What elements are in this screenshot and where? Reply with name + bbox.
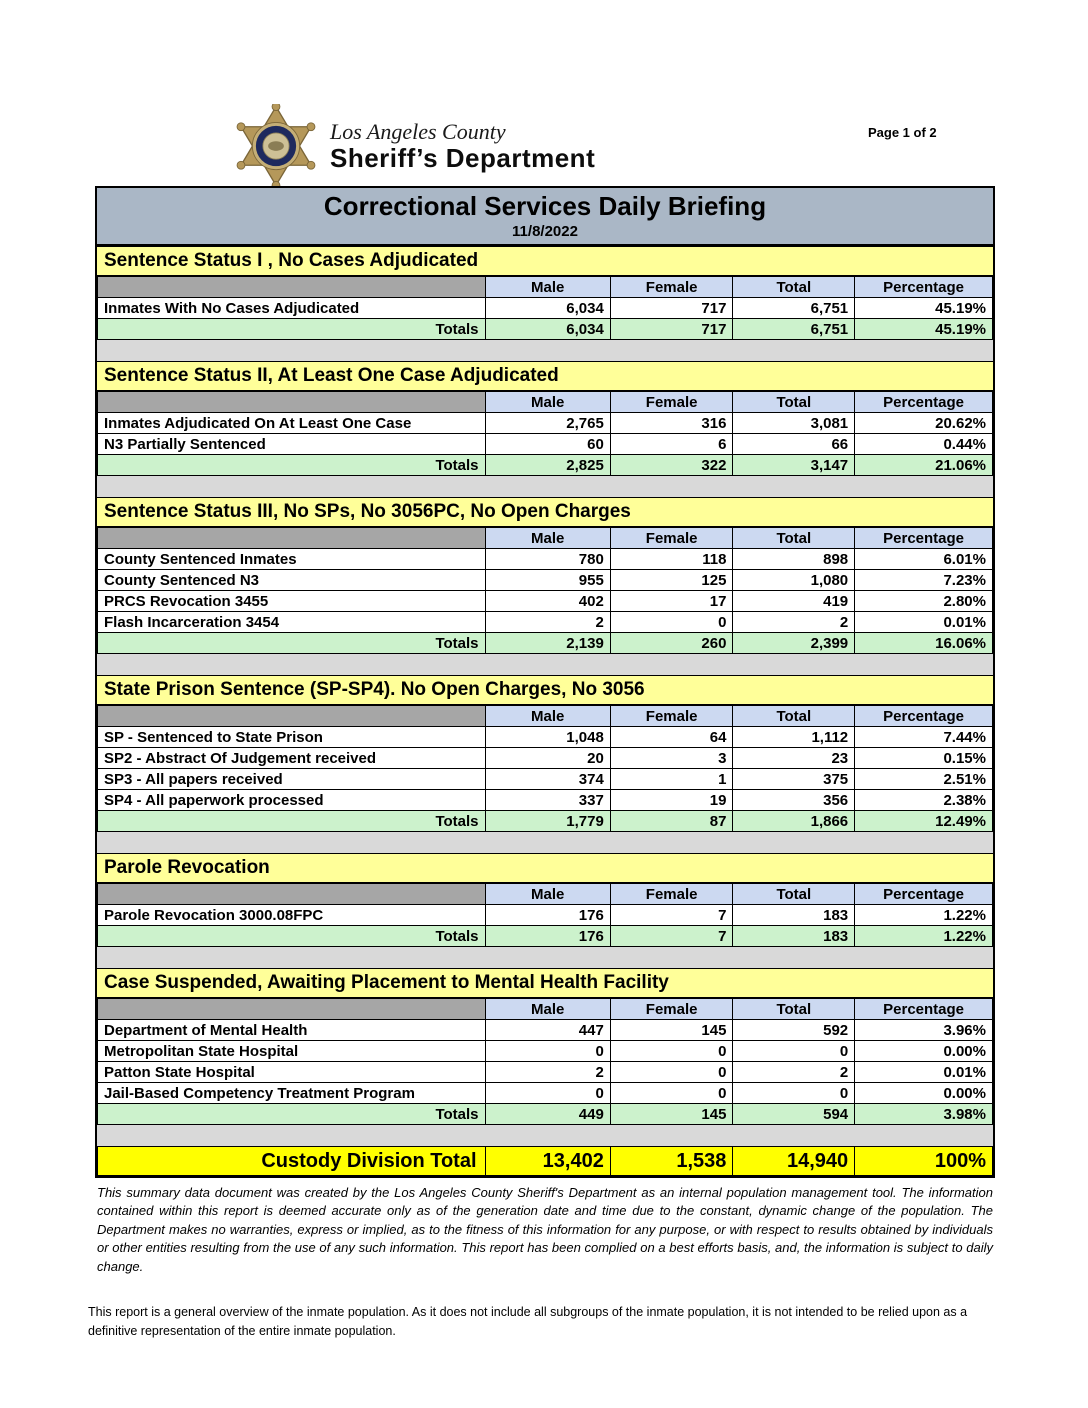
cell-total: 23 — [733, 748, 855, 769]
cell-female: 0 — [610, 1083, 733, 1104]
cell-female: 0 — [610, 612, 733, 633]
column-header-percentage: Percentage — [855, 528, 993, 549]
section-table — [97, 705, 993, 832]
cell-female: 316 — [610, 413, 733, 434]
cell-male: 955 — [485, 570, 610, 591]
cell-percentage: 2.51% — [855, 769, 993, 790]
cell-female: 64 — [610, 727, 733, 748]
column-header-female: Female — [610, 999, 733, 1020]
table-row — [98, 434, 993, 455]
table-row — [98, 298, 993, 319]
column-header-total: Total — [733, 277, 855, 298]
table-row — [98, 1041, 993, 1062]
totals-female: 717 — [610, 319, 733, 340]
table-row — [98, 748, 993, 769]
report-table — [95, 186, 995, 1178]
totals-percentage: 3.98% — [855, 1104, 993, 1125]
totals-female: 322 — [610, 455, 733, 476]
cell-percentage: 2.80% — [855, 591, 993, 612]
cell-percentage: 0.44% — [855, 434, 993, 455]
cell-female: 19 — [610, 790, 733, 811]
cell-total: 356 — [733, 790, 855, 811]
section-table — [97, 527, 993, 654]
cell-male: 2 — [485, 1062, 610, 1083]
row-label: Inmates Adjudicated On At Least One Case — [98, 413, 486, 434]
column-header-female: Female — [610, 706, 733, 727]
cell-percentage: 3.96% — [855, 1020, 993, 1041]
cell-total: 2 — [733, 612, 855, 633]
totals-female: 260 — [610, 633, 733, 654]
cell-female: 717 — [610, 298, 733, 319]
column-header-total: Total — [733, 528, 855, 549]
totals-row — [98, 926, 993, 947]
totals-male: 1,779 — [485, 811, 610, 832]
cell-male: 2,765 — [485, 413, 610, 434]
cell-male: 2 — [485, 612, 610, 633]
row-label-header-cell — [98, 884, 486, 905]
column-header-female: Female — [610, 277, 733, 298]
cell-female: 1 — [610, 769, 733, 790]
logo-county-line: Los Angeles County — [330, 118, 506, 144]
row-label: Parole Revocation 3000.08FPC — [98, 905, 486, 926]
row-label: N3 Partially Sentenced — [98, 434, 486, 455]
table-row — [98, 790, 993, 811]
totals-male: 449 — [485, 1104, 610, 1125]
cell-total: 2 — [733, 1062, 855, 1083]
grand-total-percentage: 100% — [855, 1147, 993, 1176]
cell-female: 3 — [610, 748, 733, 769]
totals-female: 7 — [610, 926, 733, 947]
row-label: Jail-Based Competency Treatment Program — [98, 1083, 486, 1104]
totals-total: 6,751 — [733, 319, 855, 340]
totals-label: Totals — [98, 811, 486, 832]
table-row — [98, 591, 993, 612]
logo-text — [330, 119, 595, 174]
column-header-percentage: Percentage — [855, 999, 993, 1020]
cell-male: 20 — [485, 748, 610, 769]
section-gap — [97, 832, 993, 853]
cell-female: 0 — [610, 1041, 733, 1062]
cell-percentage: 45.19% — [855, 298, 993, 319]
row-label: Patton State Hospital — [98, 1062, 486, 1083]
totals-row — [98, 455, 993, 476]
logo-department-line: Sheriff’s Department — [330, 142, 596, 173]
column-header-percentage: Percentage — [855, 392, 993, 413]
section-title: State Prison Sentence (SP-SP4). No Open Charges, No 3056 — [97, 675, 993, 705]
totals-total: 183 — [733, 926, 855, 947]
cell-female: 145 — [610, 1020, 733, 1041]
row-label: SP3 - All papers received — [98, 769, 486, 790]
totals-row — [98, 1104, 993, 1125]
cell-male: 447 — [485, 1020, 610, 1041]
sheriff-star-icon — [232, 104, 320, 188]
report-sections — [97, 246, 993, 1146]
column-header-percentage: Percentage — [855, 277, 993, 298]
row-label: SP2 - Abstract Of Judgement received — [98, 748, 486, 769]
report-title-bar — [97, 188, 993, 246]
table-row — [98, 769, 993, 790]
totals-label: Totals — [98, 633, 486, 654]
cell-percentage: 2.38% — [855, 790, 993, 811]
table-row — [98, 905, 993, 926]
table-row — [98, 727, 993, 748]
cell-total: 419 — [733, 591, 855, 612]
cell-female: 6 — [610, 434, 733, 455]
row-label: Department of Mental Health — [98, 1020, 486, 1041]
report-section — [97, 968, 993, 1146]
grand-total-female: 1,538 — [610, 1147, 733, 1176]
column-header-row — [98, 277, 993, 298]
cell-percentage: 0.01% — [855, 1062, 993, 1083]
column-header-row — [98, 392, 993, 413]
section-table — [97, 883, 993, 947]
cell-total: 375 — [733, 769, 855, 790]
row-label-header-cell — [98, 392, 486, 413]
column-header-row — [98, 999, 993, 1020]
cell-total: 6,751 — [733, 298, 855, 319]
section-title: Sentence Status II, At Least One Case Adjudicated — [97, 361, 993, 391]
totals-percentage: 1.22% — [855, 926, 993, 947]
row-label: County Sentenced N3 — [98, 570, 486, 591]
column-header-male: Male — [485, 392, 610, 413]
cell-male: 374 — [485, 769, 610, 790]
totals-total: 1,866 — [733, 811, 855, 832]
disclaimer-text: This summary data document was created by the Los Angeles County Sheriff's Department as an internal population management tool. The information contained within this report is deemed accurate only as of the generation date and time due to the constant, dynamic change of the population. The Department makes no warranties, express or implied, as to the fitness of this information for any purpose, or with respect to results obtained by individuals or other entities resulting from the use of any such information. This report has been complied on a best efforts basis, and, the information is subject to daily change. — [97, 1185, 993, 1274]
report-section — [97, 853, 993, 968]
section-table — [97, 391, 993, 476]
row-label-header-cell — [98, 528, 486, 549]
table-row — [98, 549, 993, 570]
totals-female: 87 — [610, 811, 733, 832]
grand-total-label: Custody Division Total — [98, 1147, 486, 1176]
table-row — [98, 1020, 993, 1041]
page-number: Page 1 of 2 — [868, 125, 937, 140]
row-label-header-cell — [98, 706, 486, 727]
custody-division-total-row — [97, 1146, 993, 1176]
grand-total-total: 14,940 — [733, 1147, 855, 1176]
row-label-header-cell — [98, 999, 486, 1020]
report-date: 11/8/2022 — [512, 223, 578, 240]
grand-total-male: 13,402 — [485, 1147, 610, 1176]
column-header-female: Female — [610, 884, 733, 905]
section-table — [97, 276, 993, 340]
cell-total: 183 — [733, 905, 855, 926]
report-section — [97, 246, 993, 361]
table-row — [98, 1062, 993, 1083]
cell-male: 0 — [485, 1083, 610, 1104]
cell-percentage: 0.00% — [855, 1041, 993, 1062]
section-gap — [97, 1125, 993, 1146]
column-header-row — [98, 528, 993, 549]
totals-row — [98, 811, 993, 832]
report-section — [97, 497, 993, 675]
cell-male: 1,048 — [485, 727, 610, 748]
column-header-row — [98, 706, 993, 727]
column-header-percentage: Percentage — [855, 706, 993, 727]
cell-male: 176 — [485, 905, 610, 926]
section-gap — [97, 654, 993, 675]
totals-male: 176 — [485, 926, 610, 947]
totals-row — [98, 633, 993, 654]
section-title: Parole Revocation — [97, 853, 993, 883]
totals-percentage: 45.19% — [855, 319, 993, 340]
column-header-percentage: Percentage — [855, 884, 993, 905]
row-label: Flash Incarceration 3454 — [98, 612, 486, 633]
totals-total: 594 — [733, 1104, 855, 1125]
report-section — [97, 675, 993, 853]
totals-percentage: 16.06% — [855, 633, 993, 654]
cell-female: 17 — [610, 591, 733, 612]
section-gap — [97, 340, 993, 361]
cell-percentage: 20.62% — [855, 413, 993, 434]
cell-total: 592 — [733, 1020, 855, 1041]
section-gap — [97, 476, 993, 497]
cell-total: 1,080 — [733, 570, 855, 591]
totals-label: Totals — [98, 319, 486, 340]
section-gap — [97, 947, 993, 968]
column-header-male: Male — [485, 528, 610, 549]
totals-label: Totals — [98, 455, 486, 476]
row-label: Inmates With No Cases Adjudicated — [98, 298, 486, 319]
row-label: PRCS Revocation 3455 — [98, 591, 486, 612]
column-header-male: Male — [485, 884, 610, 905]
cell-male: 6,034 — [485, 298, 610, 319]
cell-male: 337 — [485, 790, 610, 811]
cell-total: 66 — [733, 434, 855, 455]
cell-percentage: 7.23% — [855, 570, 993, 591]
column-header-row — [98, 884, 993, 905]
report-section — [97, 361, 993, 497]
cell-percentage: 0.15% — [855, 748, 993, 769]
table-row — [98, 1083, 993, 1104]
cell-male: 402 — [485, 591, 610, 612]
totals-male: 2,139 — [485, 633, 610, 654]
cell-male: 0 — [485, 1041, 610, 1062]
table-row — [98, 413, 993, 434]
cell-female: 125 — [610, 570, 733, 591]
totals-female: 145 — [610, 1104, 733, 1125]
totals-row — [98, 319, 993, 340]
cell-percentage: 7.44% — [855, 727, 993, 748]
column-header-total: Total — [733, 884, 855, 905]
row-label: SP - Sentenced to State Prison — [98, 727, 486, 748]
column-header-total: Total — [733, 999, 855, 1020]
cell-percentage: 1.22% — [855, 905, 993, 926]
cell-percentage: 0.01% — [855, 612, 993, 633]
row-label-header-cell — [98, 277, 486, 298]
table-row — [98, 570, 993, 591]
cell-total: 1,112 — [733, 727, 855, 748]
cell-percentage: 0.00% — [855, 1083, 993, 1104]
row-label: SP4 - All paperwork processed — [98, 790, 486, 811]
cell-percentage: 6.01% — [855, 549, 993, 570]
totals-label: Totals — [98, 1104, 486, 1125]
cell-female: 0 — [610, 1062, 733, 1083]
section-title: Sentence Status I , No Cases Adjudicated — [97, 246, 993, 276]
section-table — [97, 998, 993, 1125]
totals-male: 2,825 — [485, 455, 610, 476]
cell-total: 898 — [733, 549, 855, 570]
footnote-text: This report is a general overview of the inmate population. As it does not include all subgroups of the inmate population, it is not intended to be relied upon as a definitive representation of the entire inmate population. — [88, 1305, 968, 1339]
row-label: County Sentenced Inmates — [98, 549, 486, 570]
column-header-male: Male — [485, 999, 610, 1020]
cell-male: 780 — [485, 549, 610, 570]
cell-female: 7 — [610, 905, 733, 926]
section-title: Sentence Status III, No SPs, No 3056PC, No Open Charges — [97, 497, 993, 527]
row-label: Metropolitan State Hospital — [98, 1041, 486, 1062]
column-header-female: Female — [610, 392, 733, 413]
column-header-female: Female — [610, 528, 733, 549]
totals-male: 6,034 — [485, 319, 610, 340]
totals-total: 3,147 — [733, 455, 855, 476]
totals-percentage: 12.49% — [855, 811, 993, 832]
column-header-total: Total — [733, 392, 855, 413]
lasd-logo — [232, 104, 595, 188]
column-header-male: Male — [485, 277, 610, 298]
column-header-male: Male — [485, 706, 610, 727]
table-row — [98, 612, 993, 633]
section-title: Case Suspended, Awaiting Placement to Mental Health Facility — [97, 968, 993, 998]
cell-female: 118 — [610, 549, 733, 570]
totals-total: 2,399 — [733, 633, 855, 654]
totals-label: Totals — [98, 926, 486, 947]
cell-total: 3,081 — [733, 413, 855, 434]
totals-percentage: 21.06% — [855, 455, 993, 476]
cell-total: 0 — [733, 1041, 855, 1062]
column-header-total: Total — [733, 706, 855, 727]
cell-total: 0 — [733, 1083, 855, 1104]
report-title: Correctional Services Daily Briefing — [323, 191, 767, 221]
cell-male: 60 — [485, 434, 610, 455]
